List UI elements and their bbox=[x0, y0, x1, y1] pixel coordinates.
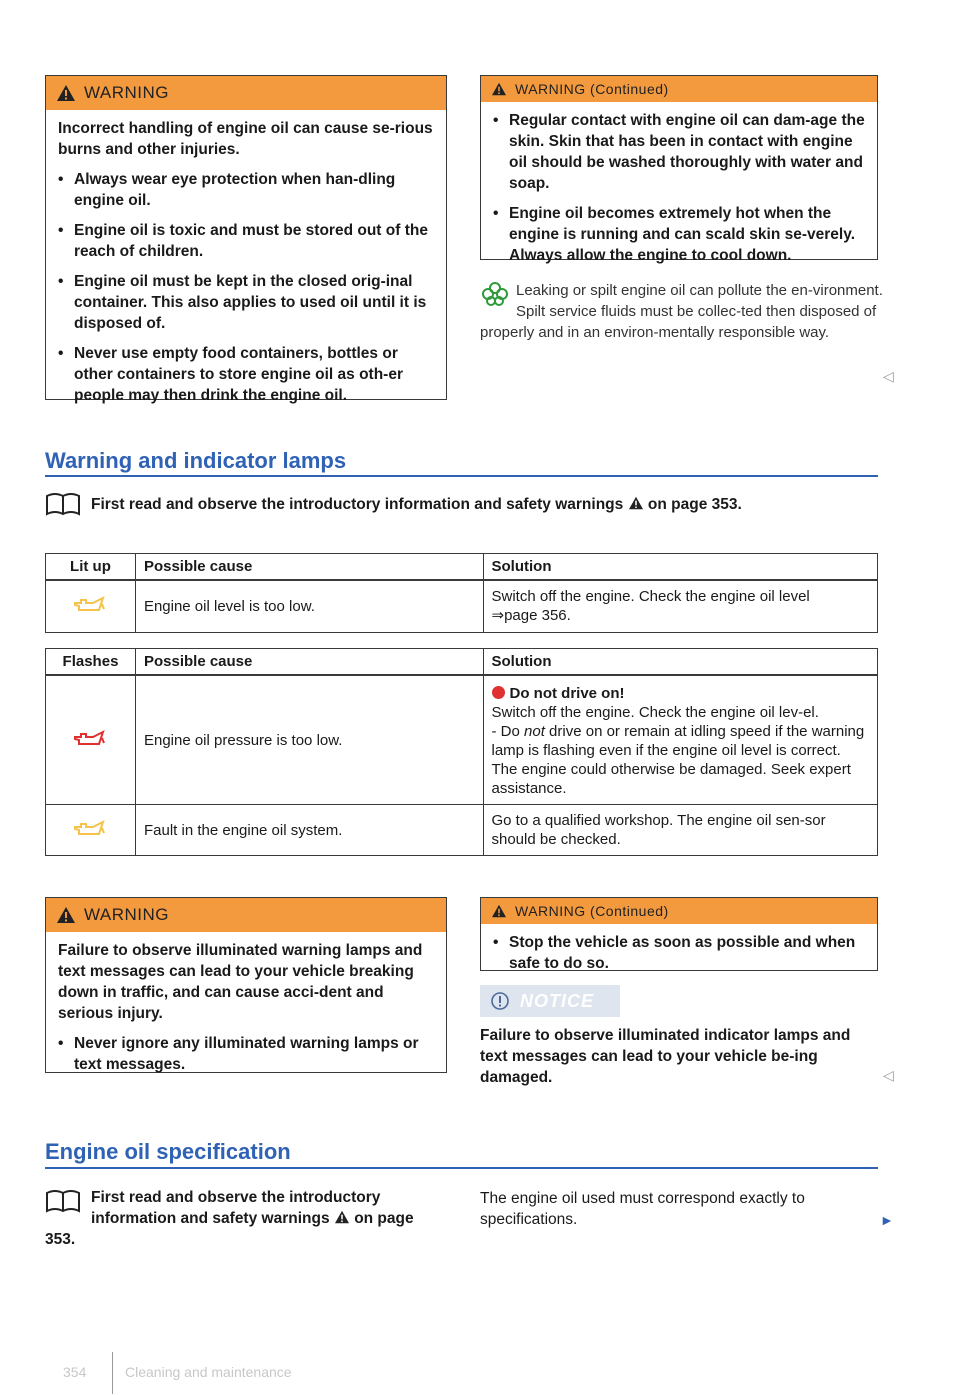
warning-triangle-icon bbox=[56, 84, 76, 102]
environment-flower-icon bbox=[480, 282, 510, 306]
section-divider bbox=[45, 475, 878, 477]
column-header: Possible cause bbox=[135, 649, 483, 676]
solution-cell: Go to a qualified workshop. The engine oil sen-sor should be checked. bbox=[483, 805, 878, 856]
intro-text: First read and observe the introductory information and safety warnings bbox=[91, 1189, 381, 1227]
warning-box-continued bbox=[480, 75, 878, 264]
cause-cell: Engine oil pressure is too low. bbox=[135, 675, 483, 805]
oil-can-yellow-icon bbox=[73, 819, 107, 837]
section-title-oil-spec: Engine oil specification bbox=[45, 1139, 291, 1164]
column-header: Lit up bbox=[46, 554, 136, 581]
warning-header bbox=[46, 76, 446, 110]
warning-triangle-icon bbox=[628, 496, 644, 510]
warning-bullet: • Engine oil becomes extremely hot when the engine is running and can scald skin se-verely. Always allow the engine to cool down. bbox=[493, 205, 855, 264]
warning-bullet: • Regular contact with engine oil can dam-age the skin. Skin that has been in contact with engine oil should be washed thoroughly with water and soap. bbox=[493, 112, 865, 192]
warning-title: WARNING (Continued) bbox=[515, 81, 669, 97]
section-title-warning-lamps: Warning and indicator lamps bbox=[45, 448, 347, 473]
cause-cell: Fault in the engine oil system. bbox=[135, 805, 483, 856]
warning-bullet: • Engine oil must be kept in the closed orig-inal container. This also applies to used oil until it is disposed of. bbox=[58, 273, 427, 332]
warning-bullet: • Stop the vehicle as soon as possible and when safe to do so. bbox=[493, 934, 856, 972]
warning-box-continued-2 bbox=[480, 897, 878, 971]
section-end-icon: ◁ bbox=[883, 1067, 894, 1083]
warning-header bbox=[481, 898, 877, 924]
book-icon bbox=[45, 1189, 81, 1213]
oil-spec-text: The engine oil used must correspond exactly to specifications. bbox=[480, 1190, 805, 1228]
notice-info-icon bbox=[490, 991, 510, 1011]
warning-title: WARNING bbox=[84, 905, 170, 924]
warning-triangle-icon bbox=[491, 82, 507, 96]
warning-triangle-icon bbox=[334, 1210, 350, 1224]
table-row bbox=[46, 805, 878, 856]
warning-box-illuminated-lamps bbox=[45, 897, 447, 1073]
warning-triangle-icon bbox=[491, 904, 507, 918]
warning-title: WARNING (Continued) bbox=[515, 903, 669, 919]
page-link[interactable]: ⇒page 356. bbox=[491, 607, 571, 625]
column-header: Solution bbox=[483, 554, 878, 581]
stop-icon bbox=[492, 686, 505, 699]
column-header: Solution bbox=[483, 649, 878, 676]
book-icon bbox=[45, 492, 81, 516]
solution-cell: Do not drive on! Switch off the engine. Check the engine oil lev-el. - Do not drive on or remain at idling speed if the warning lamp is flashing even if the engine oil level is correct. The engine could otherwise be damaged. Seek expert assistance. bbox=[483, 675, 878, 805]
warning-intro: Failure to observe illuminated warning lamps and text messages can lead to your vehicle breaking down in traffic, and can cause acci-dent and serious injury. bbox=[58, 942, 423, 1022]
oil-can-yellow-icon bbox=[73, 595, 107, 613]
oil-can-lamp-cell bbox=[46, 805, 136, 856]
page-reference-link[interactable]: on page 353. bbox=[45, 1210, 414, 1248]
intro-note bbox=[45, 1187, 447, 1250]
oil-can-red-icon bbox=[73, 729, 107, 747]
intro-note bbox=[45, 492, 878, 516]
warning-header bbox=[481, 76, 877, 102]
page-reference-link[interactable]: on page 353. bbox=[647, 496, 742, 513]
warning-triangle-icon bbox=[56, 906, 76, 924]
footer-divider bbox=[112, 1352, 113, 1394]
flash-lamp-table bbox=[45, 648, 878, 856]
column-header: Flashes bbox=[46, 649, 136, 676]
chapter-title: Cleaning and maintenance bbox=[125, 1364, 292, 1380]
warning-box-oil-handling bbox=[45, 75, 447, 404]
table-row bbox=[46, 675, 878, 805]
oil-can-lamp-cell bbox=[46, 580, 136, 632]
cause-cell: Engine oil level is too low. bbox=[135, 580, 483, 632]
column-header: Possible cause bbox=[135, 554, 483, 581]
continue-arrow-icon: ► bbox=[880, 1212, 894, 1228]
warning-bullet: • Always wear eye protection when han-dling engine oil. bbox=[58, 171, 396, 209]
section-divider bbox=[45, 1167, 878, 1169]
section-end-icon: ◁ bbox=[883, 368, 894, 384]
warning-intro: Incorrect handling of engine oil can cause se-rious burns and other injuries. bbox=[58, 120, 433, 158]
solution-cell: Switch off the engine. Check the engine oil level ⇒page 356. bbox=[483, 580, 878, 632]
warning-bullet: • Never use empty food containers, bottles or other containers to store engine oil as oth-er people may then drink the engine oil. bbox=[58, 345, 403, 404]
intro-text: First read and observe the introductory information and safety warnings bbox=[91, 496, 624, 513]
notice-header bbox=[480, 985, 620, 1017]
lit-lamp-table bbox=[45, 553, 878, 633]
warning-header bbox=[46, 898, 446, 932]
warning-title: WARNING bbox=[84, 83, 170, 102]
notice-text: Failure to observe illuminated indicator lamps and text messages can lead to your vehicle be-ing damaged. bbox=[480, 1027, 851, 1086]
warning-bullet: • Never ignore any illuminated warning lamps or text messages. bbox=[58, 1035, 419, 1073]
table-row bbox=[46, 580, 878, 632]
warning-bullet: • Engine oil is toxic and must be stored out of the reach of children. bbox=[58, 222, 428, 260]
environment-note: Leaking or spilt engine oil can pollute the en-vironment. Spilt service fluids must be collec-ted then disposed of properly and in an environ-mentally responsible way. bbox=[480, 282, 883, 341]
page-number: 354 bbox=[63, 1364, 87, 1380]
notice-label: NOTICE bbox=[520, 990, 595, 1011]
oil-can-lamp-cell bbox=[46, 675, 136, 805]
